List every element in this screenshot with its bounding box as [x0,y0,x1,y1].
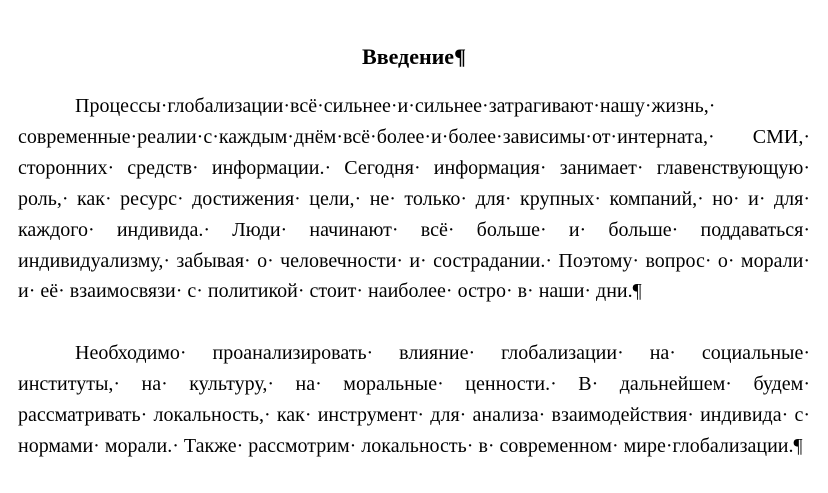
paragraph-1: Процессы·глобализации·всё·сильнее·и·сильнее·затрагивают·нашу·жизнь,· современные·реалии·с·каждым·днём·всё·более·и·более·зависимы·от·интерната,· СМИ,· сторонних· средств· информации.· Сегодня· информация· занимает· главенствующую· роль,· как· ресурс· достижения· цели,· не· только· для· крупных· компаний,· но· и· для· каждого· индивида.· Люди· начинают· всё· больше· и· больше· поддаваться· индивидуализму,· забывая· о· человечности· и· сострадании.· Поэтому· вопрос· о· морали· и· её· взаимосвязи· с· политикой· стоит· наиболее· остро· в· наши· дни.¶ [18,95,810,303]
document-page [18,0,810,493]
document-title: Введение¶ [362,44,466,69]
paragraph-2: Необходимо· проанализировать· влияние· глобализации· на· социальные· институты,· на· культуру,· на· моральные· ценности.· В· дальнейшем· будем· рассматривать· локальность,· как· инструмент· для· анализа· взаимодействия· индивида· с· нормами· морали.· Также· рассмотрим· локальность· в· современном· мире·глобализации.¶ [18,342,810,457]
